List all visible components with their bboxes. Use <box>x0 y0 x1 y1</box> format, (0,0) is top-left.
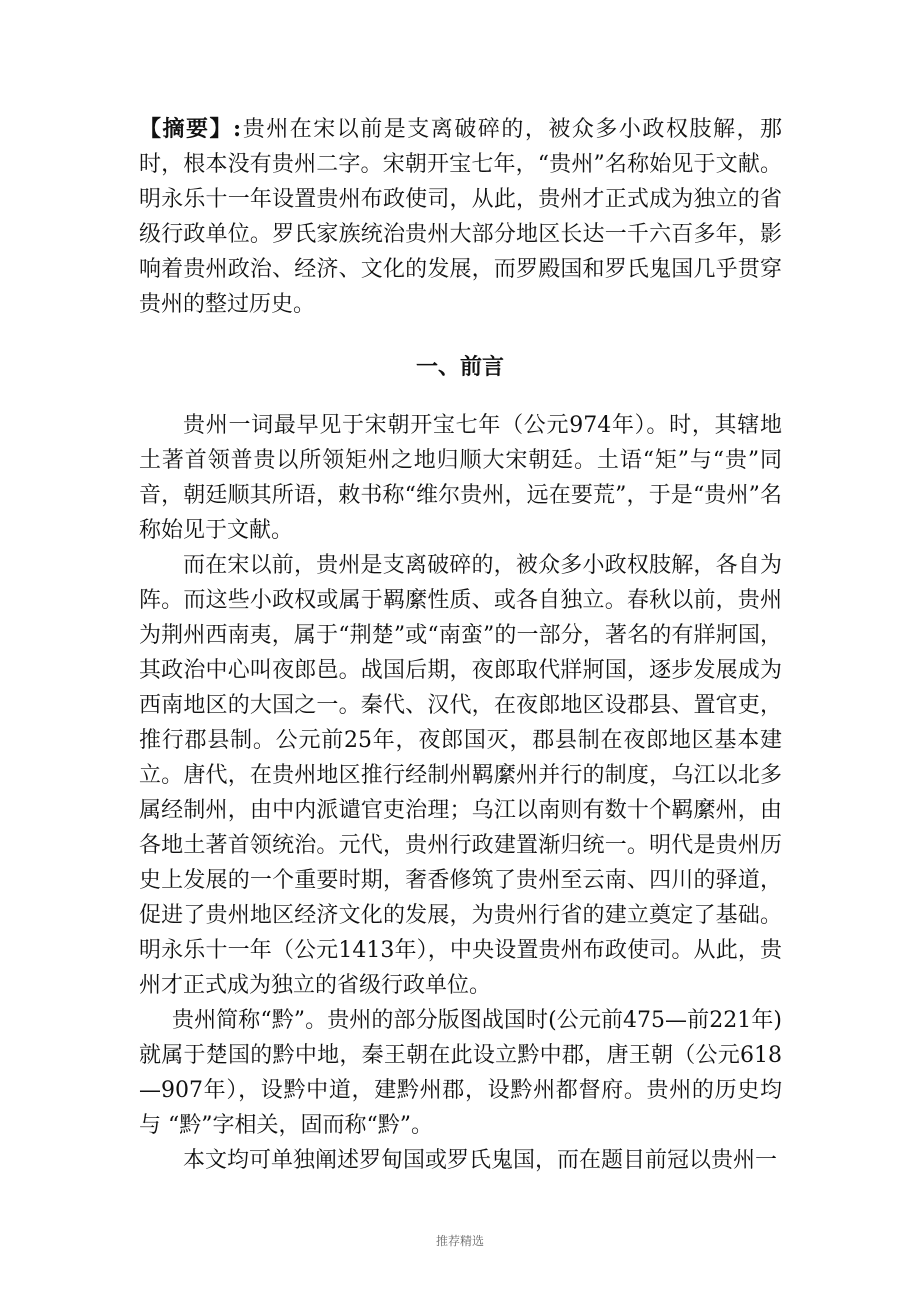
page-footer: 推荐精选 <box>435 1234 484 1248</box>
abstract-label: 【摘要】: <box>139 116 242 142</box>
abstract <box>139 112 782 322</box>
paragraph: 本文均可单独阐述罗甸国或罗氏鬼国，而在题目前冠以贵州一 <box>183 1148 778 1173</box>
abstract-text: 贵州在宋以前是支离破碎的，被众多小政权肢解，那时，根本没有贵州二字。宋朝开宝七年，“贵州”名称始见于文献。明永乐十一年设置贵州布政使司，从此，贵州才正式成为独立的省级行政单位。罗氏家族统治贵州大部分地区长达一千六百多年，影响着贵州政治、经济、文化的发展，而罗殿国和罗氏鬼国几乎贯穿贵州的整过历史。 <box>139 117 782 317</box>
body-text <box>139 408 782 1178</box>
paragraph: 贵州一词最早见于宋朝开宝七年（公元974年）。时，其辖地土著首领普贵以所领矩州之地归顺大宋朝廷。土语“矩”与“贵”同音，朝廷顺其所语，敕书称“维尔贵州，远在要荒”，于是“贵州”名称始见于文献。 <box>139 413 782 543</box>
section-heading: 一、前言 <box>415 354 504 380</box>
paragraph: 而在宋以前，贵州是支离破碎的，被众多小政权肢解，各自为阵。而这些小政权或属于羁縻性质、或各自独立。春秋以前，贵州为荆州西南夷，属于“荆楚”或“南蛮”的一部分，著名的有牂牁国，其政治中心叫夜郎邑。战国后期，夜郎取代牂牁国，逐步发展成为西南地区的大国之一。秦代、汉代，在夜郎地区设郡县、置官吏，推行郡县制。公元前25年，夜郎国灭，郡县制在夜郎地区基本建立。唐代，在贵州地区推行经制州羁縻州并行的制度，乌江以北多属经制州，由中内派谴官吏治理；乌江以南则有数十个羁縻州，由各地土著首领统治。元代，贵州行政建置渐归统一。明代是贵州历史上发展的一个重要时期，奢香修筑了贵州至云南、四川的驿道，促进了贵州地区经济文化的发展，为贵州行省的建立奠定了基础。明永乐十一年（公元1413年），中央设置贵州布政使司。从此，贵州才正式成为独立的省级行政单位。 <box>139 553 782 998</box>
paragraph: 贵州简称“黔”。贵州的部分版图战国时(公元前475—前221年)就属于楚国的黔中地，秦王朝在此设立黔中郡，唐王朝（公元618—907年），设黔中道，建黔州郡，设黔州都督府。贵州的历史均与 “黔”字相关，固而称“黔”。 <box>139 1008 782 1138</box>
